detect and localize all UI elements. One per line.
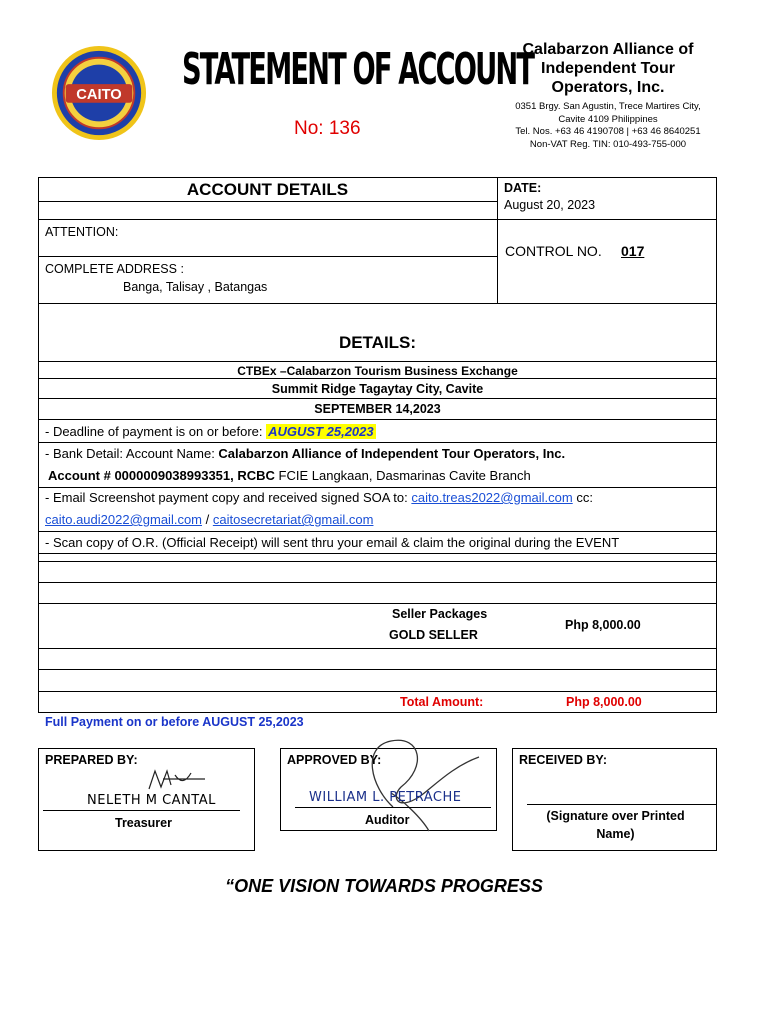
deadline-date: AUGUST 25,2023 (268, 424, 374, 439)
received-by-box (512, 748, 717, 851)
company-tin: Non-VAT Reg. TIN: 010-493-755-000 (529, 138, 687, 150)
attention-label: ATTENTION: (45, 225, 119, 239)
total-value: Php 8,000.00 (566, 695, 642, 709)
email-treasurer-link[interactable]: caito.treas2022@gmail.com (411, 490, 573, 505)
package-price: Php 8,000.00 (565, 618, 641, 632)
svg-text:CAITO: CAITO (76, 86, 122, 103)
prepared-signature (145, 765, 209, 795)
bank-account-line: Account # 0000009038993351, RCBC FCIE Langkaan, Dasmarinas Cavite Branch (48, 468, 531, 483)
receipt-note: - Scan copy of O.R. (Official Receipt) will sent thru your email & claim the original during the EVENT (45, 535, 620, 550)
company-block (500, 40, 716, 151)
prepared-title: Treasurer (115, 816, 172, 830)
received-caption-1: (Signature over Printed (546, 809, 685, 823)
address-value: Banga, Talisay , Batangas (123, 280, 268, 294)
received-caption-2: Name) (596, 827, 635, 841)
total-label: Total Amount: (400, 695, 484, 709)
approved-by-label: APPROVED BY: (287, 753, 382, 767)
approved-by-box (280, 748, 497, 831)
date-label: DATE: (504, 181, 542, 195)
caito-logo (50, 44, 148, 142)
approved-title: Auditor (365, 813, 410, 827)
company-address-1: 0351 Brgy. San Agustin, Trece Martires City, (515, 101, 701, 112)
soa-number: No: 136 (294, 118, 361, 139)
control-number: 017 (621, 243, 645, 259)
email-line-1: - Email Screenshot payment copy and received signed SOA to: caito.treas2022@gmail.com cc: (45, 490, 593, 505)
motto: “ONE VISION TOWARDS PROGRESS (225, 876, 543, 896)
bank-account-name: Calabarzon Alliance of Independent Tour Operators, Inc. (218, 446, 566, 461)
email-line-2: caito.audi2022@gmail.com / caitosecretariat@gmail.com (45, 512, 374, 527)
event-name: CTBEx –Calabarzon Tourism Business Exchange (237, 364, 518, 378)
prepared-by-label: PREPARED BY: (45, 753, 138, 767)
approved-name: WILLIAM L. PETRACHE (309, 790, 462, 805)
prepared-by-box (38, 748, 255, 851)
account-details-heading: ACCOUNT DETAILS (186, 180, 349, 199)
event-venue: Summit Ridge Tagaytay City, Cavite (271, 382, 484, 396)
package-label: Seller Packages (392, 607, 488, 621)
company-name: Calabarzon Alliance of Independent Tour Operators, Inc. (522, 41, 694, 96)
event-date: SEPTEMBER 14,2023 (314, 402, 441, 416)
bank-detail-line: - Bank Detail: Account Name: Calabarzon Alliance of Independent Tour Operators, Inc. (45, 446, 566, 461)
package-name: GOLD SELLER (389, 628, 478, 642)
email-secretariat-link[interactable]: caitosecretariat@gmail.com (212, 512, 374, 527)
prepared-name: NELETH M CANTAL (87, 793, 216, 808)
full-payment-note: Full Payment on or before AUGUST 25,2023 (45, 715, 304, 729)
company-tel: Tel. Nos. +63 46 4190708 | +63 46 8640251 (515, 126, 701, 137)
address-label: COMPLETE ADDRESS : (45, 262, 184, 276)
date-value: August 20, 2023 (504, 198, 596, 212)
deadline-line: - Deadline of payment is on or before: AUGUST 25,2023 (45, 424, 374, 439)
control-label: CONTROL NO. (505, 243, 602, 259)
received-by-label: RECEIVED BY: (519, 753, 607, 767)
email-auditor-link[interactable]: caito.audi2022@gmail.com (45, 512, 203, 527)
document-title: STATEMENT OF ACCOUNT (182, 44, 534, 95)
details-heading: DETAILS: (338, 333, 417, 352)
company-address-2: Cavite 4109 Philippines (558, 113, 658, 125)
